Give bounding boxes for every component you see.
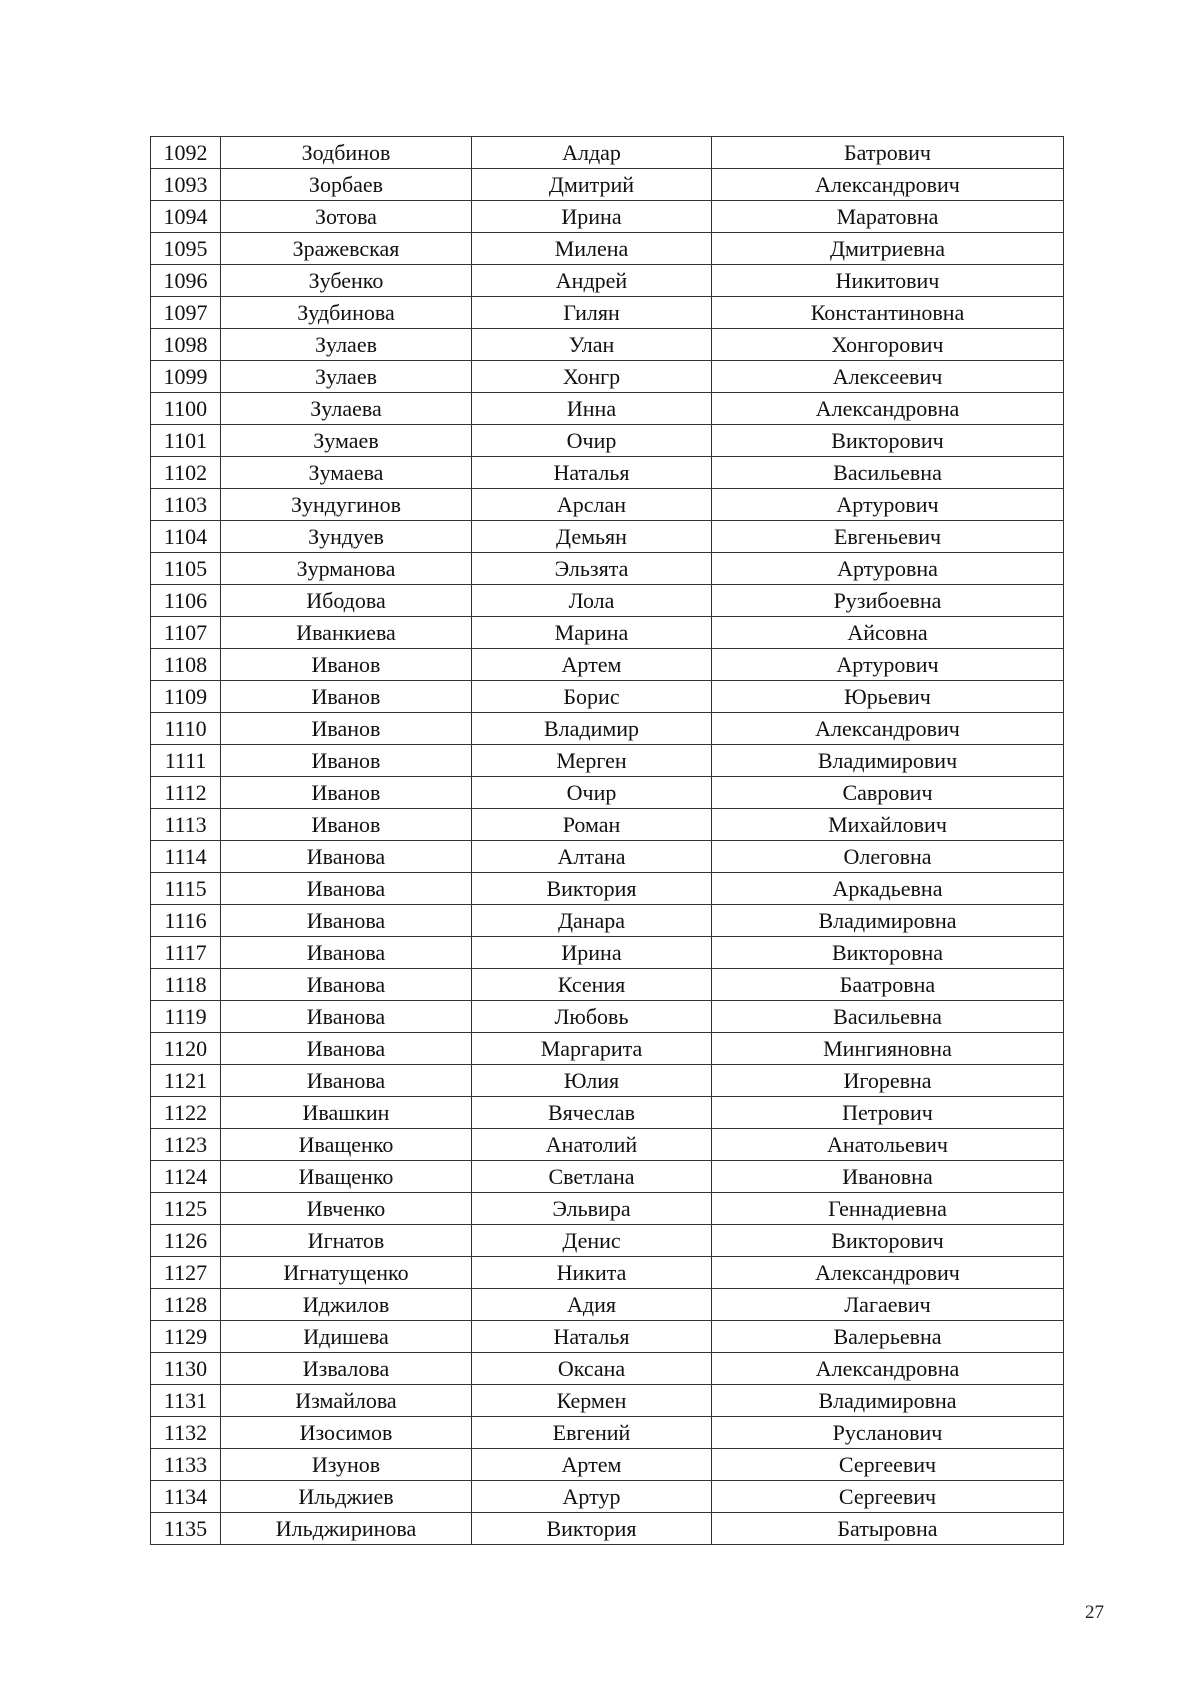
patronymic-cell: Артуровна: [712, 553, 1064, 585]
table-row: [151, 361, 1064, 393]
first-name-cell: Данара: [472, 905, 712, 937]
first-name-cell: Ксения: [472, 969, 712, 1001]
first-name-cell: Улан: [472, 329, 712, 361]
table-row: [151, 585, 1064, 617]
table-row: [151, 489, 1064, 521]
last-name-cell: Игнатущенко: [221, 1257, 472, 1289]
patronymic-cell: Владимирович: [712, 745, 1064, 777]
row-number-cell: 1099: [151, 361, 221, 393]
table-row: [151, 201, 1064, 233]
patronymic-cell: Викторович: [712, 425, 1064, 457]
table-row: [151, 521, 1064, 553]
row-number-cell: 1097: [151, 297, 221, 329]
patronymic-cell: Аркадьевна: [712, 873, 1064, 905]
row-number-cell: 1107: [151, 617, 221, 649]
first-name-cell: Юлия: [472, 1065, 712, 1097]
patronymic-cell: Петрович: [712, 1097, 1064, 1129]
first-name-cell: Маргарита: [472, 1033, 712, 1065]
last-name-cell: Зудбинова: [221, 297, 472, 329]
first-name-cell: Денис: [472, 1225, 712, 1257]
row-number-cell: 1106: [151, 585, 221, 617]
table-row: [151, 1321, 1064, 1353]
table-row: [151, 937, 1064, 969]
patronymic-cell: Маратовна: [712, 201, 1064, 233]
last-name-cell: Иванов: [221, 777, 472, 809]
first-name-cell: Артур: [472, 1481, 712, 1513]
row-number-cell: 1101: [151, 425, 221, 457]
table-row: [151, 1257, 1064, 1289]
table-row: [151, 1449, 1064, 1481]
patronymic-cell: Баатровна: [712, 969, 1064, 1001]
last-name-cell: Измайлова: [221, 1385, 472, 1417]
patronymic-cell: Юрьевич: [712, 681, 1064, 713]
first-name-cell: Алдар: [472, 137, 712, 169]
first-name-cell: Лола: [472, 585, 712, 617]
first-name-cell: Адия: [472, 1289, 712, 1321]
patronymic-cell: Васильевна: [712, 457, 1064, 489]
table-row: [151, 649, 1064, 681]
patronymic-cell: Александровна: [712, 1353, 1064, 1385]
first-name-cell: Евгений: [472, 1417, 712, 1449]
table-row: [151, 329, 1064, 361]
first-name-cell: Оксана: [472, 1353, 712, 1385]
row-number-cell: 1102: [151, 457, 221, 489]
last-name-cell: Изосимов: [221, 1417, 472, 1449]
patronymic-cell: Артурович: [712, 649, 1064, 681]
first-name-cell: Артем: [472, 649, 712, 681]
last-name-cell: Ивашкин: [221, 1097, 472, 1129]
last-name-cell: Иванова: [221, 841, 472, 873]
patronymic-cell: Анатольевич: [712, 1129, 1064, 1161]
table-row: [151, 425, 1064, 457]
first-name-cell: Кермен: [472, 1385, 712, 1417]
first-name-cell: Очир: [472, 425, 712, 457]
table-row: [151, 1417, 1064, 1449]
first-name-cell: Дмитрий: [472, 169, 712, 201]
first-name-cell: Очир: [472, 777, 712, 809]
last-name-cell: Идишева: [221, 1321, 472, 1353]
first-name-cell: Наталья: [472, 457, 712, 489]
row-number-cell: 1115: [151, 873, 221, 905]
table-row: [151, 265, 1064, 297]
last-name-cell: Иванов: [221, 649, 472, 681]
table-row: [151, 1001, 1064, 1033]
table-row: [151, 681, 1064, 713]
patronymic-cell: Никитович: [712, 265, 1064, 297]
patronymic-cell: Михайлович: [712, 809, 1064, 841]
first-name-cell: Андрей: [472, 265, 712, 297]
table-row: [151, 1129, 1064, 1161]
row-number-cell: 1128: [151, 1289, 221, 1321]
first-name-cell: Никита: [472, 1257, 712, 1289]
last-name-cell: Иванова: [221, 873, 472, 905]
row-number-cell: 1103: [151, 489, 221, 521]
first-name-cell: Арслан: [472, 489, 712, 521]
patronymic-cell: Сергеевич: [712, 1481, 1064, 1513]
patronymic-cell: Мингияновна: [712, 1033, 1064, 1065]
last-name-cell: Иванкиева: [221, 617, 472, 649]
patronymic-cell: Александрович: [712, 169, 1064, 201]
patronymic-cell: Евгеньевич: [712, 521, 1064, 553]
row-number-cell: 1095: [151, 233, 221, 265]
last-name-cell: Иванова: [221, 937, 472, 969]
last-name-cell: Зулаев: [221, 329, 472, 361]
roster-table: [150, 136, 1064, 1545]
row-number-cell: 1134: [151, 1481, 221, 1513]
row-number-cell: 1133: [151, 1449, 221, 1481]
table-row: [151, 169, 1064, 201]
patronymic-cell: Геннадиевна: [712, 1193, 1064, 1225]
last-name-cell: Зумаева: [221, 457, 472, 489]
last-name-cell: Зундуев: [221, 521, 472, 553]
last-name-cell: Иванова: [221, 1001, 472, 1033]
table-row: [151, 1481, 1064, 1513]
row-number-cell: 1112: [151, 777, 221, 809]
row-number-cell: 1109: [151, 681, 221, 713]
table-row: [151, 713, 1064, 745]
row-number-cell: 1096: [151, 265, 221, 297]
first-name-cell: Ирина: [472, 201, 712, 233]
row-number-cell: 1121: [151, 1065, 221, 1097]
first-name-cell: Владимир: [472, 713, 712, 745]
patronymic-cell: Алексеевич: [712, 361, 1064, 393]
patronymic-cell: Ивановна: [712, 1161, 1064, 1193]
last-name-cell: Зурманова: [221, 553, 472, 585]
row-number-cell: 1129: [151, 1321, 221, 1353]
table-row: [151, 841, 1064, 873]
patronymic-cell: Игоревна: [712, 1065, 1064, 1097]
first-name-cell: Милена: [472, 233, 712, 265]
table-row: [151, 137, 1064, 169]
last-name-cell: Иванова: [221, 969, 472, 1001]
first-name-cell: Любовь: [472, 1001, 712, 1033]
patronymic-cell: Владимировна: [712, 1385, 1064, 1417]
last-name-cell: Зулаева: [221, 393, 472, 425]
table-row: [151, 745, 1064, 777]
last-name-cell: Зубенко: [221, 265, 472, 297]
table-row: [151, 1385, 1064, 1417]
row-number-cell: 1122: [151, 1097, 221, 1129]
first-name-cell: Виктория: [472, 873, 712, 905]
table-row: [151, 297, 1064, 329]
patronymic-cell: Дмитриевна: [712, 233, 1064, 265]
page-number: 27: [1085, 1602, 1104, 1623]
last-name-cell: Иванов: [221, 681, 472, 713]
last-name-cell: Иванова: [221, 1033, 472, 1065]
row-number-cell: 1127: [151, 1257, 221, 1289]
first-name-cell: Инна: [472, 393, 712, 425]
patronymic-cell: Викторович: [712, 1225, 1064, 1257]
last-name-cell: Зулаев: [221, 361, 472, 393]
row-number-cell: 1105: [151, 553, 221, 585]
table-row: [151, 1033, 1064, 1065]
last-name-cell: Зундугинов: [221, 489, 472, 521]
row-number-cell: 1114: [151, 841, 221, 873]
row-number-cell: 1120: [151, 1033, 221, 1065]
row-number-cell: 1125: [151, 1193, 221, 1225]
table-row: [151, 233, 1064, 265]
table-row: [151, 1193, 1064, 1225]
last-name-cell: Ивченко: [221, 1193, 472, 1225]
first-name-cell: Алтана: [472, 841, 712, 873]
first-name-cell: Эльзята: [472, 553, 712, 585]
row-number-cell: 1123: [151, 1129, 221, 1161]
last-name-cell: Извалова: [221, 1353, 472, 1385]
patronymic-cell: Батыровна: [712, 1513, 1064, 1545]
row-number-cell: 1113: [151, 809, 221, 841]
table-row: [151, 905, 1064, 937]
table-row: [151, 553, 1064, 585]
first-name-cell: Мерген: [472, 745, 712, 777]
patronymic-cell: Хонгорович: [712, 329, 1064, 361]
last-name-cell: Иджилов: [221, 1289, 472, 1321]
row-number-cell: 1117: [151, 937, 221, 969]
row-number-cell: 1130: [151, 1353, 221, 1385]
patronymic-cell: Владимировна: [712, 905, 1064, 937]
patronymic-cell: Сергеевич: [712, 1449, 1064, 1481]
patronymic-cell: Константиновна: [712, 297, 1064, 329]
table-row: [151, 617, 1064, 649]
row-number-cell: 1108: [151, 649, 221, 681]
row-number-cell: 1110: [151, 713, 221, 745]
table-row: [151, 1161, 1064, 1193]
patronymic-cell: Русланович: [712, 1417, 1064, 1449]
patronymic-cell: Александрович: [712, 1257, 1064, 1289]
first-name-cell: Гилян: [472, 297, 712, 329]
patronymic-cell: Рузибоевна: [712, 585, 1064, 617]
last-name-cell: Зумаев: [221, 425, 472, 457]
first-name-cell: Демьян: [472, 521, 712, 553]
patronymic-cell: Саврович: [712, 777, 1064, 809]
first-name-cell: Хонгр: [472, 361, 712, 393]
patronymic-cell: Айсовна: [712, 617, 1064, 649]
row-number-cell: 1126: [151, 1225, 221, 1257]
last-name-cell: Игнатов: [221, 1225, 472, 1257]
table-row: [151, 393, 1064, 425]
table-row: [151, 457, 1064, 489]
patronymic-cell: Васильевна: [712, 1001, 1064, 1033]
table-row: [151, 1289, 1064, 1321]
row-number-cell: 1098: [151, 329, 221, 361]
first-name-cell: Анатолий: [472, 1129, 712, 1161]
first-name-cell: Марина: [472, 617, 712, 649]
last-name-cell: Иванов: [221, 713, 472, 745]
table-row: [151, 969, 1064, 1001]
patronymic-cell: Лагаевич: [712, 1289, 1064, 1321]
row-number-cell: 1124: [151, 1161, 221, 1193]
first-name-cell: Артем: [472, 1449, 712, 1481]
first-name-cell: Роман: [472, 809, 712, 841]
table-row: [151, 1353, 1064, 1385]
patronymic-cell: Александрович: [712, 713, 1064, 745]
last-name-cell: Иванов: [221, 809, 472, 841]
first-name-cell: Ирина: [472, 937, 712, 969]
patronymic-cell: Артурович: [712, 489, 1064, 521]
patronymic-cell: Валерьевна: [712, 1321, 1064, 1353]
row-number-cell: 1093: [151, 169, 221, 201]
last-name-cell: Иванова: [221, 1065, 472, 1097]
row-number-cell: 1111: [151, 745, 221, 777]
last-name-cell: Зодбинов: [221, 137, 472, 169]
last-name-cell: Ибодова: [221, 585, 472, 617]
patronymic-cell: Викторовна: [712, 937, 1064, 969]
first-name-cell: Борис: [472, 681, 712, 713]
table-row: [151, 777, 1064, 809]
first-name-cell: Эльвира: [472, 1193, 712, 1225]
row-number-cell: 1104: [151, 521, 221, 553]
last-name-cell: Зорбаев: [221, 169, 472, 201]
last-name-cell: Иващенко: [221, 1129, 472, 1161]
row-number-cell: 1094: [151, 201, 221, 233]
table-row: [151, 809, 1064, 841]
patronymic-cell: Александровна: [712, 393, 1064, 425]
last-name-cell: Изунов: [221, 1449, 472, 1481]
last-name-cell: Ильджиринова: [221, 1513, 472, 1545]
table-row: [151, 1097, 1064, 1129]
table-row: [151, 1065, 1064, 1097]
first-name-cell: Наталья: [472, 1321, 712, 1353]
last-name-cell: Зражевская: [221, 233, 472, 265]
row-number-cell: 1092: [151, 137, 221, 169]
row-number-cell: 1100: [151, 393, 221, 425]
first-name-cell: Виктория: [472, 1513, 712, 1545]
row-number-cell: 1135: [151, 1513, 221, 1545]
last-name-cell: Иванов: [221, 745, 472, 777]
first-name-cell: Светлана: [472, 1161, 712, 1193]
last-name-cell: Иващенко: [221, 1161, 472, 1193]
row-number-cell: 1132: [151, 1417, 221, 1449]
row-number-cell: 1118: [151, 969, 221, 1001]
last-name-cell: Иванова: [221, 905, 472, 937]
row-number-cell: 1116: [151, 905, 221, 937]
patronymic-cell: Батрович: [712, 137, 1064, 169]
row-number-cell: 1119: [151, 1001, 221, 1033]
first-name-cell: Вячеслав: [472, 1097, 712, 1129]
roster-table-body: [151, 137, 1064, 1545]
table-row: [151, 1225, 1064, 1257]
row-number-cell: 1131: [151, 1385, 221, 1417]
table-row: [151, 873, 1064, 905]
last-name-cell: Ильджиев: [221, 1481, 472, 1513]
last-name-cell: Зотова: [221, 201, 472, 233]
patronymic-cell: Олеговна: [712, 841, 1064, 873]
table-row: [151, 1513, 1064, 1545]
